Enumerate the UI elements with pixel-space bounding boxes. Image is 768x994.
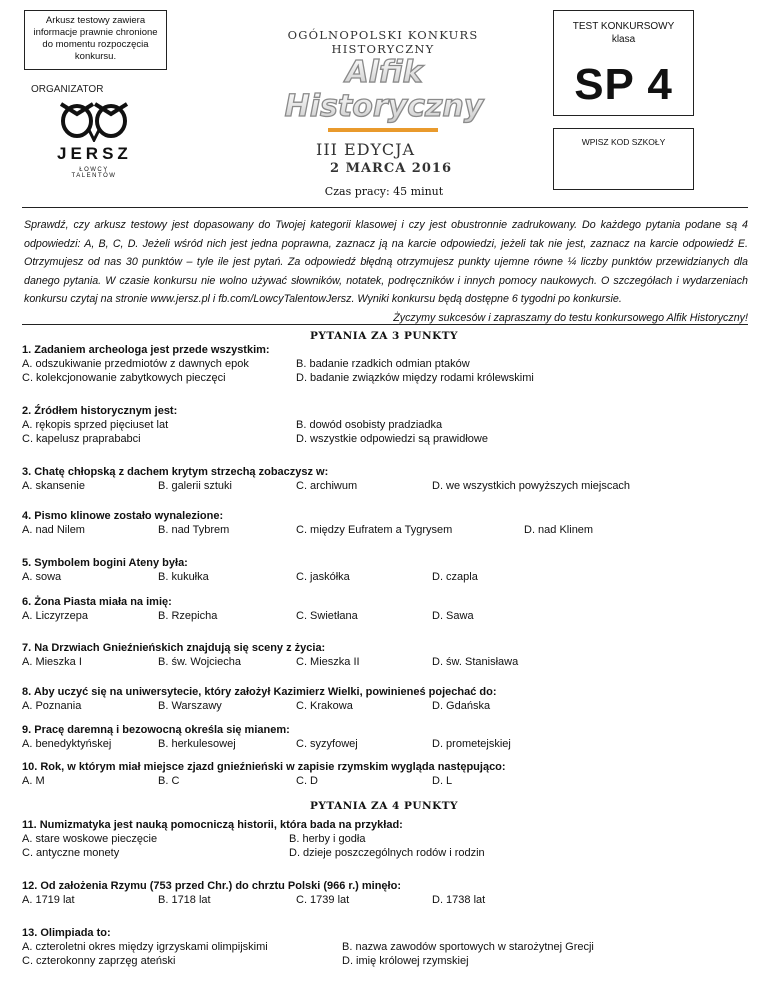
school-code-box[interactable] — [553, 128, 694, 190]
question-7 — [22, 641, 519, 669]
answer-c: C. jaskółka — [296, 571, 350, 583]
question-3 — [22, 465, 631, 493]
instructions — [24, 216, 748, 327]
logo-title-line1: Alfik — [345, 55, 423, 90]
answer-b: B. 1718 lat — [158, 894, 211, 906]
answer-c: C. kapelusz praprababci — [22, 433, 141, 445]
question-10 — [22, 760, 506, 788]
answer-b: B. herkulesowej — [158, 738, 236, 750]
answer-d: D. Sawa — [432, 610, 474, 622]
question-text: 11. Numizmatyka jest nauką pomocniczą historii, która bada na przykład: — [22, 819, 403, 831]
answer-d: D. Gdańska — [432, 700, 491, 712]
answer-c: C. Swietłana — [296, 610, 358, 622]
owl-eyes-icon — [55, 100, 133, 142]
notice-line: konkursu. — [74, 51, 117, 62]
question-text: 4. Pismo klinowe zostało wynalezione: — [22, 510, 224, 522]
answer-a: A. nad Nilem — [22, 524, 85, 536]
section-title: PYTANIA ZA 3 PUNKTY — [309, 330, 459, 342]
question-2 — [22, 404, 488, 446]
question-text: 9. Pracę daremną i bezowocną określa się mianem: — [22, 724, 290, 736]
answer-c: C. antyczne monety — [22, 847, 120, 859]
notice-line: do momentu rozpoczęcia — [42, 39, 149, 50]
answer-a: A. sowa — [22, 571, 62, 583]
answer-d: D. nad Klinem — [524, 524, 594, 536]
answer-b: B. kukułka — [158, 571, 209, 583]
answer-b: B. św. Wojciecha — [158, 656, 241, 668]
accent-bar — [328, 128, 438, 132]
answer-a: A. benedyktyńskej — [22, 738, 112, 750]
notice-line: informacje prawnie chronione — [33, 27, 158, 38]
answer-b: B. galerii sztuki — [158, 480, 232, 492]
answer-c: C. kolekcjonowanie zabytkowych pieczęci — [22, 372, 226, 384]
logo-title-line2: Historyczny — [284, 89, 484, 124]
notice-line: Arkusz testowy zawiera — [45, 15, 146, 26]
answer-a: A. M — [22, 775, 45, 787]
divider — [22, 207, 748, 208]
question-1 — [22, 343, 534, 385]
section-title: PYTANIA ZA 4 PUNKTY — [309, 800, 459, 812]
answer-a: A. Liczyrzepa — [22, 610, 89, 622]
question-text: 10. Rok, w którym miał miejsce zjazd gnieźnieński w zapisie rzymskim wygląda następująco: — [22, 761, 506, 773]
answer-c: C. D — [296, 775, 318, 787]
answer-d: D. prometejskiej — [432, 738, 511, 750]
answer-d: D. we wszystkich powyższych miejscach — [432, 480, 631, 492]
answer-a: A. Mieszka I — [22, 656, 82, 668]
answer-d: D. imię królowej rzymskiej — [342, 955, 469, 967]
answer-c: C. Krakowa — [296, 700, 353, 712]
question-11 — [22, 818, 485, 860]
answer-a: A. czteroletni okres między igrzyskami olimpijskimi — [22, 941, 268, 953]
instructions-wish: Życzymy sukcesów i zapraszamy do testu konkursowego Alfik Historyczny! — [393, 311, 748, 324]
question-text: 1. Zadaniem archeologa jest przede wszystkim: — [22, 344, 270, 356]
class-code: SP 4 — [574, 60, 673, 109]
answer-b: B. dowód osobisty pradziadka — [296, 419, 443, 431]
answer-b: B. badanie rzadkich odmian ptaków — [296, 358, 470, 370]
answer-a: A. skansenie — [22, 480, 85, 492]
answer-d: D. 1738 lat — [432, 894, 486, 906]
question-text: 7. Na Drzwiach Gnieźnieńskich znajdują się sceny z życia: — [22, 642, 326, 654]
answer-d: D. wszystkie odpowiedzi są prawidłowe — [296, 433, 488, 445]
instructions-text: Sprawdź, czy arkusz testowy jest dopasowany do Twojej kategorii klasowej i czy jest obustronnie zadrukowany. Do każdego pytania podane są 4 odpowiedzi: A, B, C, D. Jeżeli wśród nich jest jedna poprawna, zaznacz ją na karcie odpowiedzi, jeżeli tak nie jest, zaznacz na karcie odpowiedź E. Otrzymujesz od nas 30 punktów – tyle ile jest pytań. Za odpowiedź błędną otrzymujesz punkty ujemne równe ¼ liczby punktów przewidzianych dla danego pytania. W czasie konkursu nie wolno używać słowników, notatek, podręczników i innych pomocy naukowych. O szczegółach i wydarzeniach konkursu czytaj na stronie www.jersz.pl i fb.com/LowcyTalentowJersz. Wyniki konkursu będą dostępne 6 tygodni po konkursie. — [24, 219, 748, 305]
question-text: 13. Olimpiada to: — [22, 927, 111, 939]
divider — [22, 324, 748, 325]
copyright-notice-box — [24, 10, 167, 70]
answer-d: D. dzieje poszczególnych rodów i rodzin — [289, 847, 485, 859]
answer-b: B. Rzepicha — [158, 610, 218, 622]
question-text: 6. Żona Piasta miała na imię: — [22, 596, 172, 608]
answer-a: A. rękopis sprzed pięciuset lat — [22, 419, 169, 431]
answer-c: C. syzyfowej — [296, 738, 358, 750]
question-4 — [22, 509, 594, 537]
contest-name: OGÓLNOPOLSKI KONKURS HISTORYCZNY — [287, 28, 479, 56]
answer-c: C. między Eufratem a Tygrysem — [296, 524, 453, 536]
question-text: 8. Aby uczyć się na uniwersytecie, który założył Kazimierz Wielki, powinieneś pojechać do: — [22, 686, 497, 698]
answer-c: C. 1739 lat — [296, 894, 350, 906]
answer-a: A. Poznania — [22, 700, 82, 712]
question-12 — [22, 879, 486, 907]
answer-b: B. nazwa zawodów sportowych w starożytnej Grecji — [342, 941, 594, 953]
question-text: 5. Symbolem bogini Ateny była: — [22, 557, 188, 569]
question-text: 3. Chatę chłopską z dachem krytym strzechą zobaczysz w: — [22, 466, 329, 478]
organizer-name: JERSZ — [57, 144, 132, 163]
answer-a: A. stare woskowe pieczęcie — [22, 833, 158, 845]
organizer-tagline: ŁOWCY TALENTÓW — [71, 167, 117, 179]
alfik-historyczny-logo — [262, 54, 506, 126]
answer-d: D. czapla — [432, 571, 478, 583]
answer-d: D. badanie związków między rodami królewskimi — [296, 372, 534, 384]
question-13 — [22, 926, 594, 968]
question-text: 2. Źródłem historycznym jest: — [22, 405, 178, 417]
test-label: TEST KONKURSOWY — [572, 21, 675, 32]
school-code-label: WPISZ KOD SZKOŁY — [581, 137, 666, 147]
duration: Czas pracy: 45 minut — [324, 185, 444, 198]
answer-b: B. herby i godła — [289, 833, 366, 845]
question-text: 12. Od założenia Rzymu (753 przed Chr.) do chrztu Polski (966 r.) minęło: — [22, 880, 401, 892]
answer-a: A. odszukiwanie przedmiotów z dawnych epok — [22, 358, 249, 370]
question-8 — [22, 685, 496, 713]
answer-b: B. C — [158, 775, 180, 787]
contest-date: 2 MARCA 2016 — [330, 161, 452, 176]
test-class-box — [553, 10, 694, 116]
answer-a: A. 1719 lat — [22, 894, 75, 906]
answer-d: D. św. Stanisława — [432, 656, 519, 668]
edition: III EDYCJA — [316, 140, 416, 159]
answer-c: C. archiwum — [296, 480, 358, 492]
organizer-label: ORGANIZATOR — [31, 84, 104, 95]
answer-d: D. L — [432, 775, 453, 787]
answer-b: B. Warszawy — [158, 700, 222, 712]
class-label: klasa — [611, 34, 636, 45]
answer-b: B. nad Tybrem — [158, 524, 230, 536]
answer-c: C. czterokonny zaprzęg ateński — [22, 955, 176, 967]
question-6 — [22, 595, 474, 623]
question-9 — [22, 723, 511, 751]
question-5 — [22, 556, 478, 584]
answer-c: C. Mieszka II — [296, 656, 360, 668]
